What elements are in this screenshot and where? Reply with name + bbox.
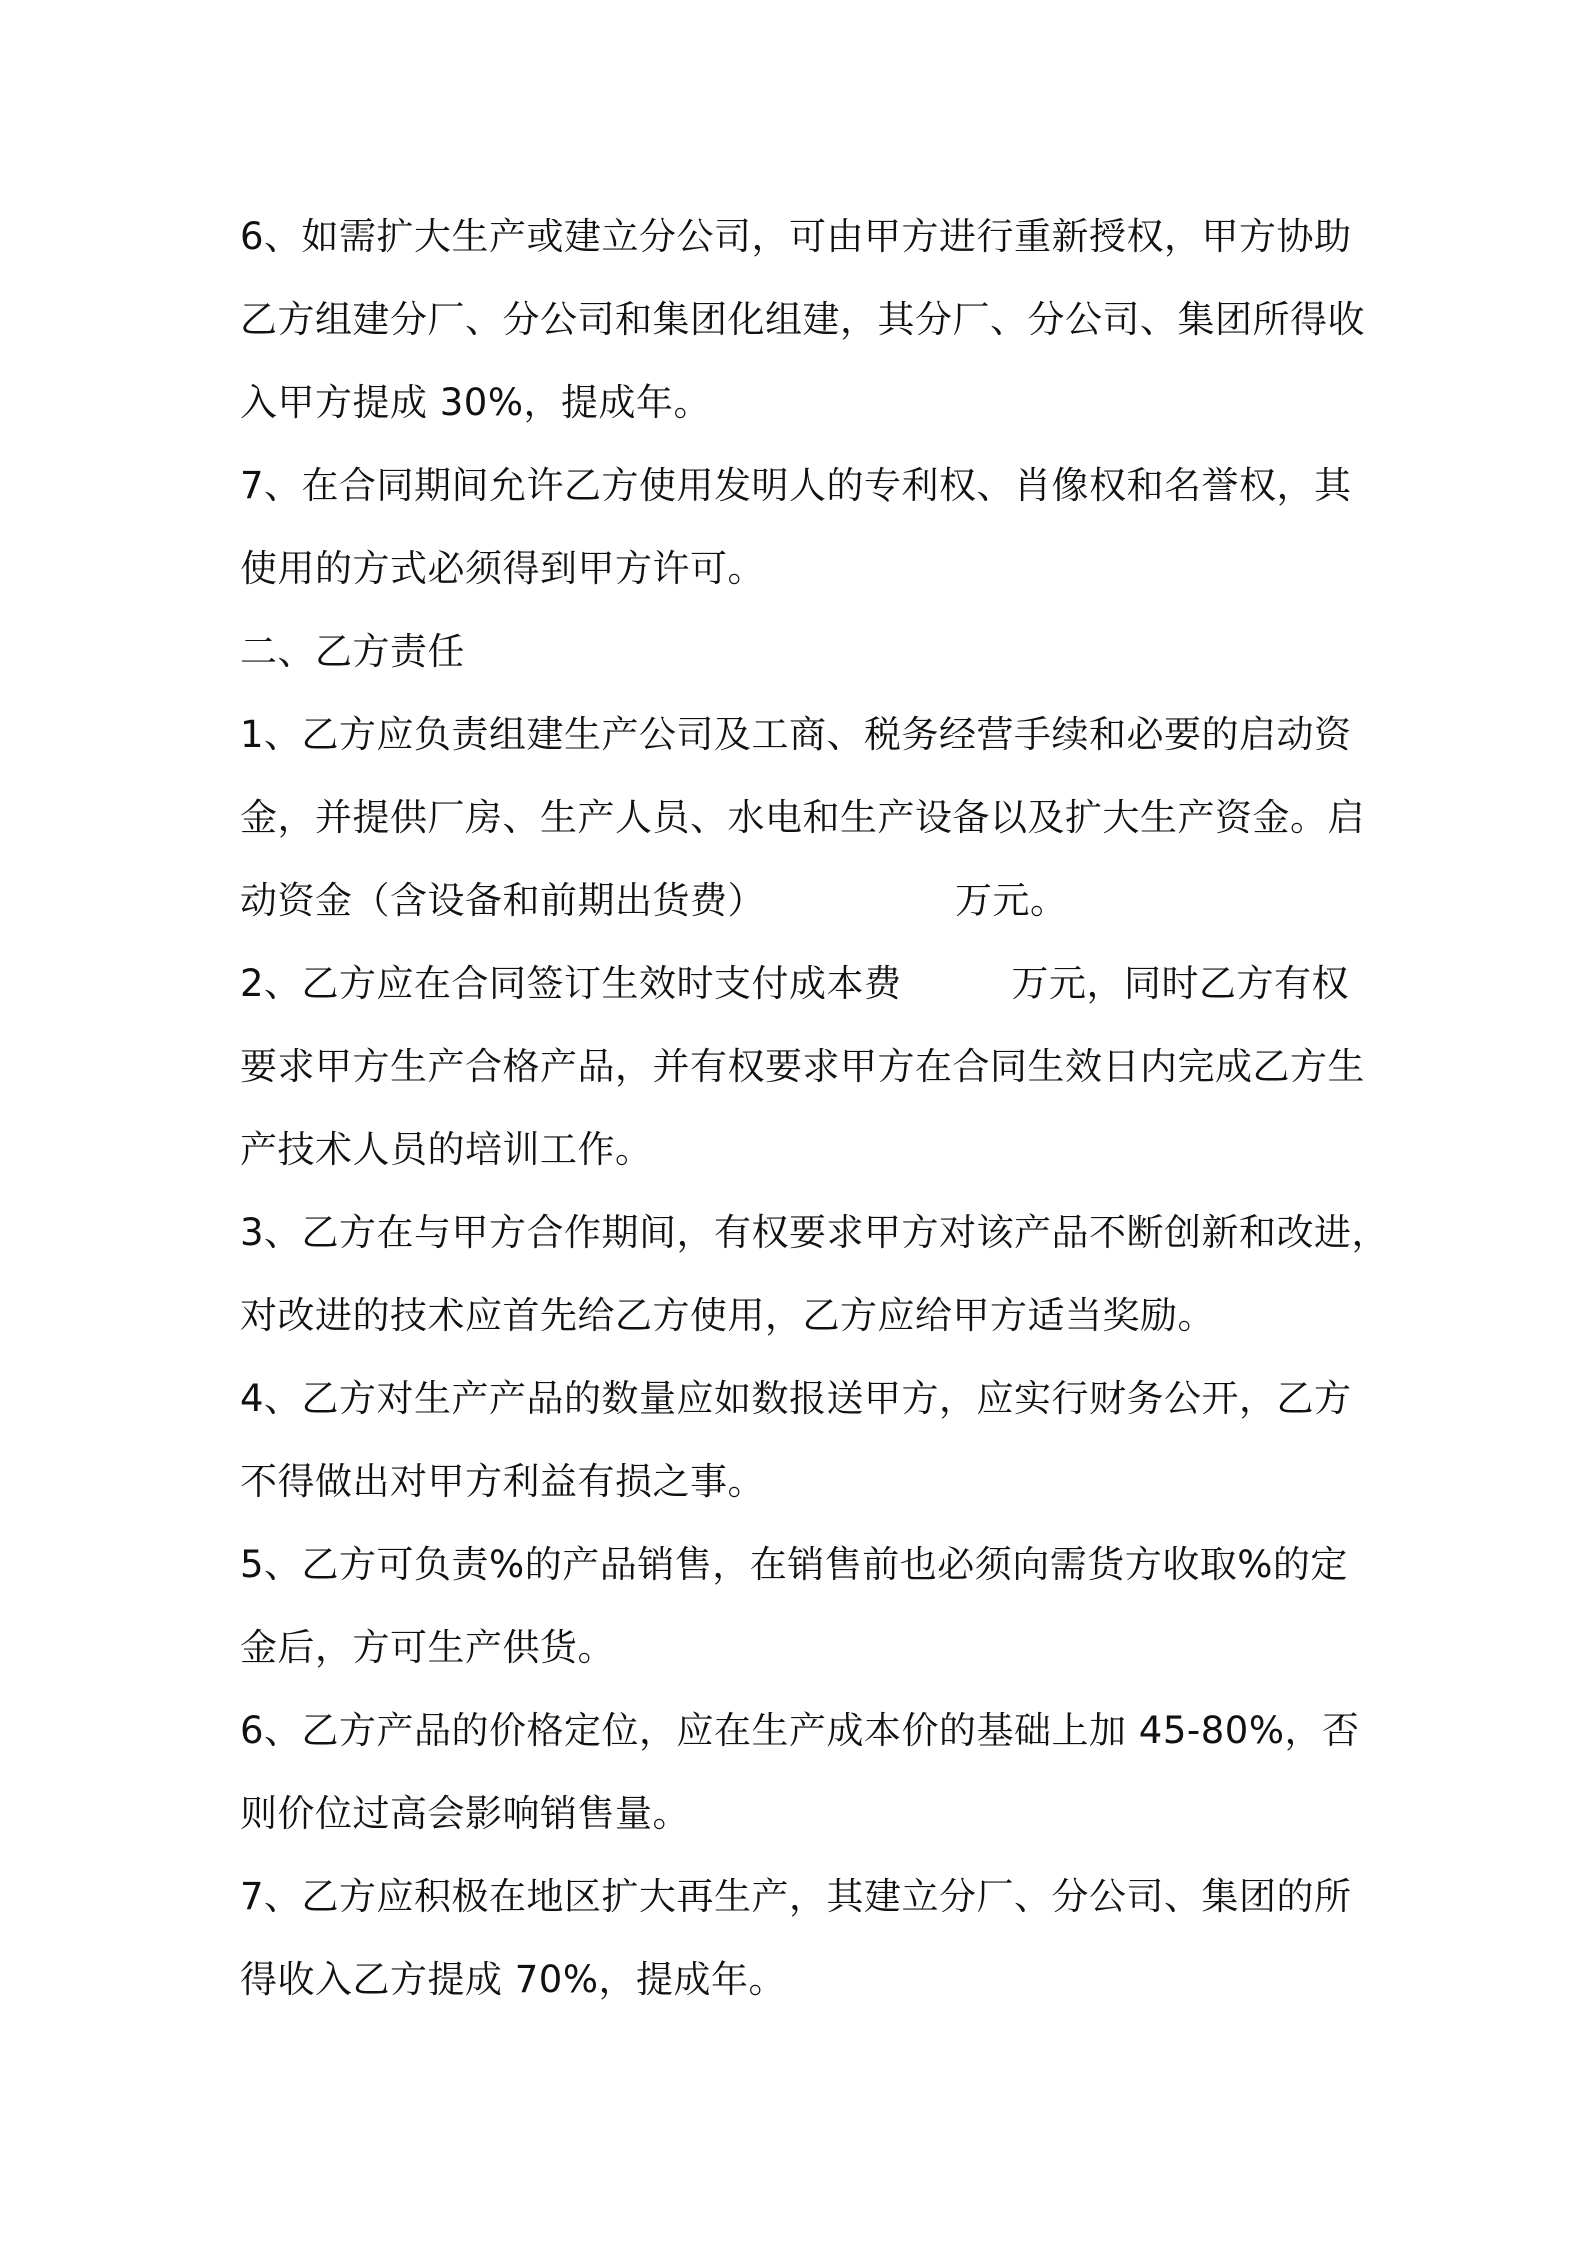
text-segment: 万元。 <box>955 879 1068 922</box>
text-line: 5、乙方可负责%的产品销售，在销售前也必须向需货方收取%的定 <box>240 1543 1348 1586</box>
text-segment: 2、乙方应在合同签订生效时支付成本费 <box>240 962 902 1005</box>
text-line: 则价位过高会影响销售量。 <box>240 1792 690 1835</box>
text-line: 要求甲方生产合格产品，并有权要求甲方在合同生效日内完成乙方生 <box>240 1045 1365 1088</box>
text-line: 产技术人员的培训工作。 <box>240 1128 653 1171</box>
text-line: 使用的方式必须得到甲方许可。 <box>240 547 765 590</box>
text-line: 3、乙方在与甲方合作期间，有权要求甲方对该产品不断创新和改进， <box>240 1211 1390 1254</box>
text-line: 1、乙方应负责组建生产公司及工商、税务经营手续和必要的启动资 <box>240 713 1352 756</box>
text-line: 入甲方提成 30%，提成年。 <box>240 381 711 424</box>
text-line: 6、乙方产品的价格定位，应在生产成本价的基础上加 45-80%，否 <box>240 1709 1360 1752</box>
text-segment: 动资金（含设备和前期出货费） <box>240 879 765 922</box>
text-line: 得收入乙方提成 70%，提成年。 <box>240 1958 786 2001</box>
text-line: 乙方组建分厂、分公司和集团化组建，其分厂、分公司、集团所得收 <box>240 298 1365 341</box>
document-body <box>240 195 1390 2021</box>
text-line: 7、乙方应积极在地区扩大再生产，其建立分厂、分公司、集团的所 <box>240 1875 1352 1918</box>
text-line: 金，并提供厂房、生产人员、水电和生产设备以及扩大生产资金。启 <box>240 796 1365 839</box>
text-line-with-blank <box>240 859 1380 942</box>
text-line-with-blank <box>240 942 1380 1025</box>
text-line: 不得做出对甲方利益有损之事。 <box>240 1460 765 1503</box>
text-segment: 万元，同时乙方有权 <box>1011 962 1350 1005</box>
text-line: 6、如需扩大生产或建立分公司，可由甲方进行重新授权，甲方协助 <box>240 215 1352 258</box>
text-line: 4、乙方对生产产品的数量应如数报送甲方，应实行财务公开，乙方 <box>240 1377 1352 1420</box>
text-line: 金后，方可生产供货。 <box>240 1626 615 1669</box>
text-line: 7、在合同期间允许乙方使用发明人的专利权、肖像权和名誉权，其 <box>240 464 1352 507</box>
text-line: 对改进的技术应首先给乙方使用，乙方应给甲方适当奖励。 <box>240 1294 1215 1337</box>
section-heading: 二、乙方责任 <box>240 630 465 673</box>
